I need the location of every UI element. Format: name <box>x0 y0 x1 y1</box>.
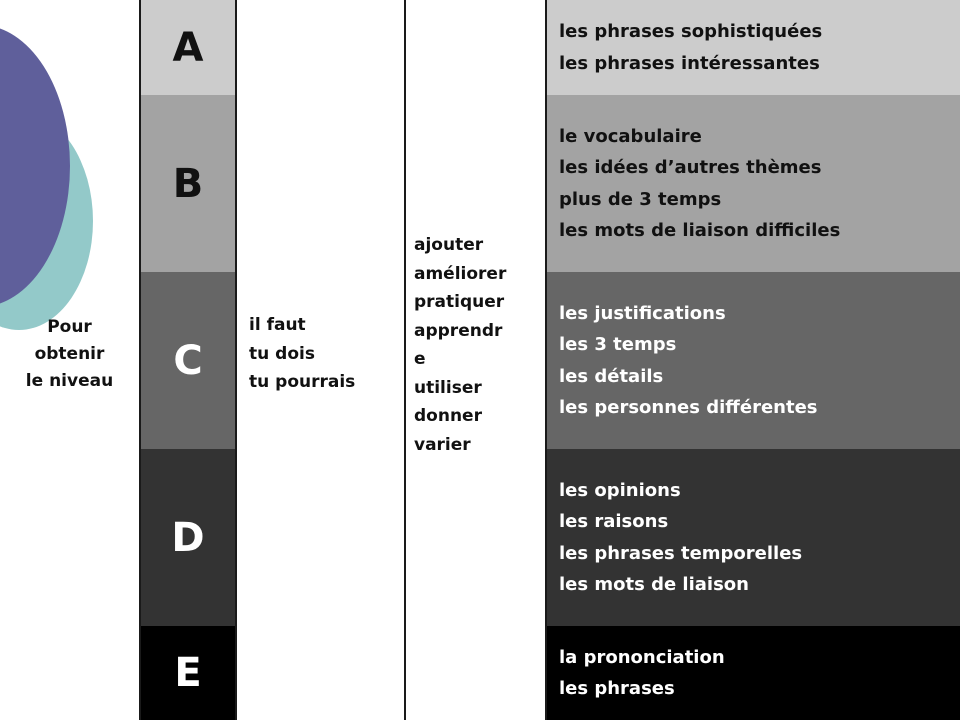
goal-row-a <box>547 0 960 95</box>
modal-text: il faut tu dois tu pourrais <box>249 315 356 392</box>
intro-label: Pour obtenir le niveau <box>25 317 114 391</box>
goal-text: les justifications les 3 temps les détails les personnes différentes <box>559 302 818 418</box>
modal-column <box>237 0 404 720</box>
goal-row-c <box>547 272 960 449</box>
level-letter: E <box>174 650 202 696</box>
intro-column <box>0 0 139 720</box>
level-letter: A <box>172 24 204 71</box>
level-d <box>141 449 235 626</box>
verbs-text: ajouter améliorer pratiquer apprendr e utiliser donner varier <box>414 235 507 455</box>
level-c <box>141 272 235 449</box>
level-e <box>141 626 235 720</box>
goal-text: la prononciation les phrases <box>559 646 725 699</box>
level-letter: D <box>171 514 205 561</box>
levels-column <box>141 0 235 720</box>
goals-column <box>547 0 960 720</box>
level-b <box>141 95 235 272</box>
level-letter: B <box>172 160 204 207</box>
goal-row-d <box>547 449 960 626</box>
level-a <box>141 0 235 95</box>
verbs-column <box>406 0 545 720</box>
goal-row-e <box>547 626 960 720</box>
goal-text: les opinions les raisons les phrases temporelles les mots de liaison <box>559 479 803 595</box>
goal-text: le vocabulaire les idées d’autres thèmes plus de 3 temps les mots de liaison difficiles <box>559 125 841 241</box>
level-letter: C <box>173 337 203 384</box>
goal-text: les phrases sophistiquées les phrases intéressantes <box>559 21 823 74</box>
goal-row-b <box>547 95 960 272</box>
